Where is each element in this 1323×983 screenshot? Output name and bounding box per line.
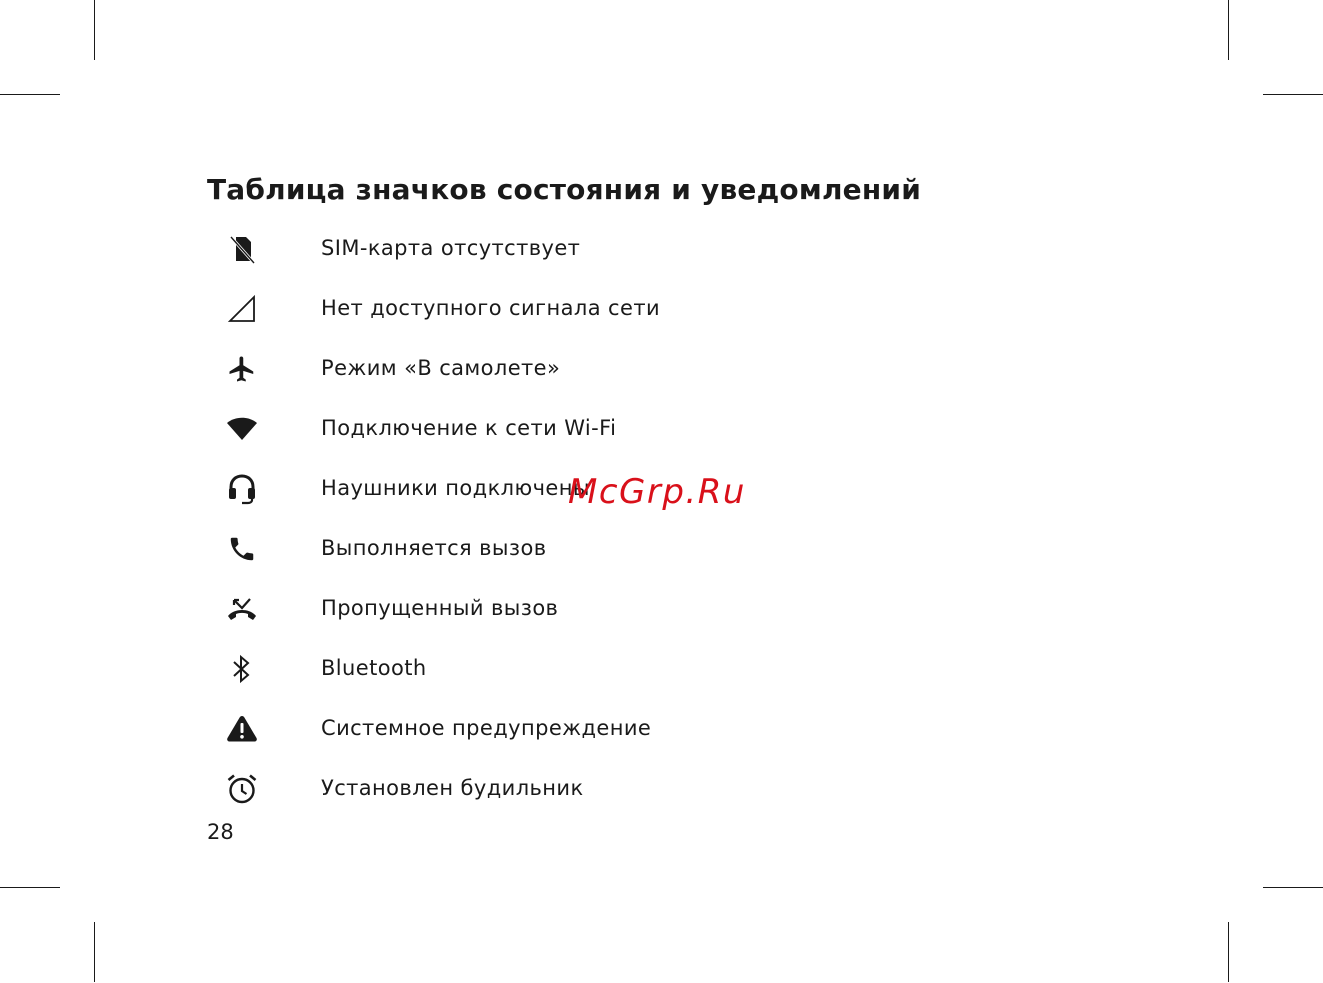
list-item bbox=[207, 412, 1007, 452]
item-label: Установлен будильник bbox=[321, 776, 584, 800]
list-item bbox=[207, 652, 1007, 692]
crop-mark bbox=[1228, 0, 1229, 60]
list-item bbox=[207, 712, 1007, 752]
alarm-icon bbox=[225, 772, 259, 806]
headset-icon bbox=[225, 472, 259, 506]
crop-mark bbox=[94, 922, 95, 982]
crop-mark bbox=[1263, 887, 1323, 888]
crop-mark bbox=[1228, 922, 1229, 982]
no-sim-icon bbox=[225, 232, 259, 266]
list-item bbox=[207, 532, 1007, 572]
item-label: Выполняется вызов bbox=[321, 536, 547, 560]
item-label: Системное предупреждение bbox=[321, 716, 652, 740]
item-label: Наушники подключены bbox=[321, 476, 590, 500]
item-label: Подключение к сети Wi-Fi bbox=[321, 416, 617, 440]
page-title: Таблица значков состояния и уведомлений bbox=[207, 173, 922, 206]
list-item bbox=[207, 772, 1007, 812]
item-label: Нет доступного сигнала сети bbox=[321, 296, 660, 320]
crop-mark bbox=[0, 887, 60, 888]
crop-mark bbox=[94, 0, 95, 60]
warning-icon bbox=[225, 712, 259, 746]
list-item bbox=[207, 592, 1007, 632]
crop-mark bbox=[0, 94, 60, 95]
item-label: Режим «В самолете» bbox=[321, 356, 561, 380]
wifi-icon bbox=[225, 412, 259, 446]
item-label: Bluetooth bbox=[321, 656, 427, 680]
list-item bbox=[207, 352, 1007, 392]
item-label: SIM-карта отсутствует bbox=[321, 236, 581, 260]
page-number: 28 bbox=[207, 820, 234, 844]
phone-call-icon bbox=[225, 532, 259, 566]
list-item bbox=[207, 292, 1007, 332]
bluetooth-icon bbox=[225, 652, 259, 686]
watermark: McGrp.Ru bbox=[568, 472, 746, 512]
airplane-icon bbox=[225, 352, 259, 386]
crop-mark bbox=[1263, 94, 1323, 95]
no-signal-icon bbox=[225, 292, 259, 326]
missed-call-icon bbox=[225, 592, 259, 626]
item-label: Пропущенный вызов bbox=[321, 596, 559, 620]
list-item bbox=[207, 232, 1007, 272]
